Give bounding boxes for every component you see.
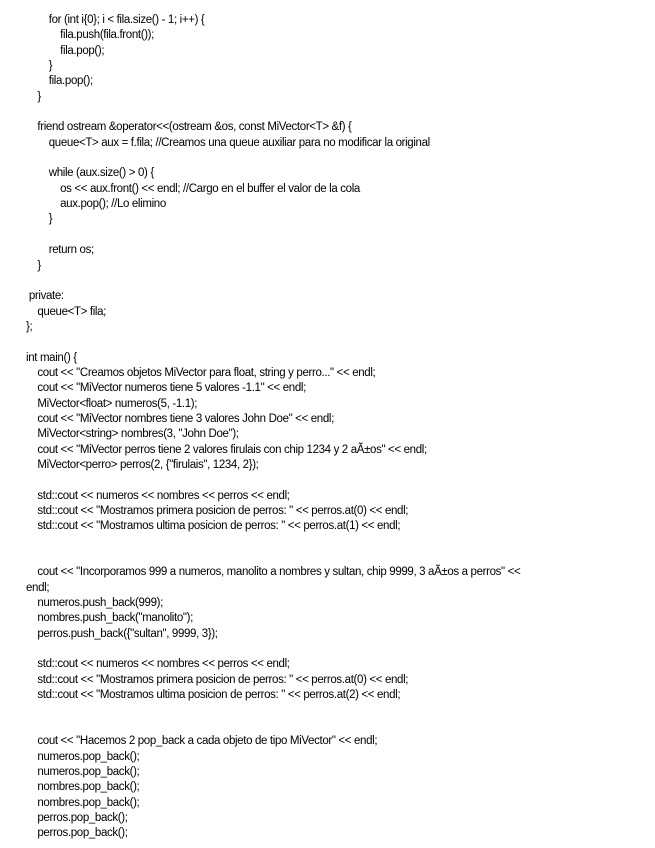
code-line: perros.pop_back(); [26, 827, 128, 840]
code-line: } [26, 259, 41, 272]
code-line: cout << "MiVector nombres tiene 3 valores John Doe" << endl; [26, 412, 334, 425]
code-line: nombres.push_back("manolito"); [26, 612, 193, 625]
code-line [26, 151, 646, 166]
code-line: queue<T> aux = f.fila; //Creamos una queue auxiliar para no modificar la original [26, 136, 430, 149]
code-line: } [26, 90, 41, 103]
code-line: fila.pop(); [26, 44, 105, 57]
code-line [26, 535, 646, 550]
code-line [26, 550, 646, 565]
code-line: numeros.push_back(999); [26, 597, 163, 610]
code-line: std::cout << "Mostramos ultima posicion de perros: " << perros.at(1) << endl; [26, 520, 401, 533]
code-line: os << aux.front() << endl; //Cargo en el buffer el valor de la cola [26, 182, 360, 195]
code-line: fila.pop(); [26, 75, 93, 88]
code-line [26, 642, 646, 657]
code-line: aux.pop(); //Lo elimino [26, 198, 166, 211]
code-line: nombres.pop_back(); [26, 796, 140, 809]
code-line: queue<T> fila; [26, 305, 107, 318]
code-line: friend ostream &operator<<(ostream &os, const MiVector<T> &f) { [26, 121, 352, 134]
code-line: perros.push_back({"sultan", 9999, 3}); [26, 627, 218, 640]
code-line [26, 473, 646, 488]
code-line: cout << "Hacemos 2 pop_back a cada objeto de tipo MiVector" << endl; [26, 735, 378, 748]
code-line: std::cout << numeros << nombres << perros << endl; [26, 658, 290, 671]
code-line: for (int i{0}; i < fila.size() - 1; i++) { [26, 14, 205, 26]
code-line: numeros.pop_back(); [26, 750, 140, 763]
code-line: std::cout << "Mostramos primera posicion de perros: " << perros.at(0) << endl; [26, 505, 409, 517]
code-line [26, 228, 646, 243]
code-line: while (aux.size() > 0) { [26, 167, 154, 180]
code-line: std::cout << numeros << nombres << perros << endl; [26, 489, 290, 502]
code-line: cout << "MiVector perros tiene 2 valores firulais con chip 1234 y 2 aÃ±os" << endl; [26, 443, 427, 456]
code-line: endl; [26, 581, 50, 594]
code-line: MiVector<perro> perros(2, {"firulais", 1234, 2}); [26, 458, 259, 471]
code-line: cout << "Incorporamos 999 a numeros, manolito a nombres y sultan, chip 9999, 3 aÃ±os a perros" << [26, 566, 521, 579]
code-line: perros.pop_back(); [26, 811, 128, 824]
code-line: MiVector<string> nombres(3, "John Doe"); [26, 428, 239, 441]
code-line [26, 105, 646, 120]
code-line: cout << "MiVector numeros tiene 5 valores -1.1" << endl; [26, 382, 306, 395]
code-line [26, 274, 646, 289]
code-line: return os; [26, 244, 94, 257]
code-line: private: [26, 290, 64, 303]
code-line: }; [26, 320, 33, 333]
code-line: std::cout << "Mostramos ultima posicion de perros: " << perros.at(2) << endl; [26, 689, 401, 702]
code-line: fila.push(fila.front()); [26, 29, 154, 42]
code-line: nombres.pop_back(); [26, 781, 140, 794]
code-line: MiVector<float> numeros(5, -1.1); [26, 397, 198, 410]
code-line: } [26, 60, 53, 73]
code-line: } [26, 213, 53, 226]
code-line: cout << "Creamos objetos MiVector para float, string y perro..." << endl; [26, 366, 376, 379]
code-line: numeros.pop_back(); [26, 765, 140, 778]
code-listing [26, 13, 646, 842]
code-line [26, 703, 646, 718]
code-line [26, 335, 646, 350]
code-line [26, 719, 646, 734]
code-line: int main() { [26, 351, 77, 364]
code-line: std::cout << "Mostramos primera posicion de perros: " << perros.at(0) << endl; [26, 673, 409, 686]
